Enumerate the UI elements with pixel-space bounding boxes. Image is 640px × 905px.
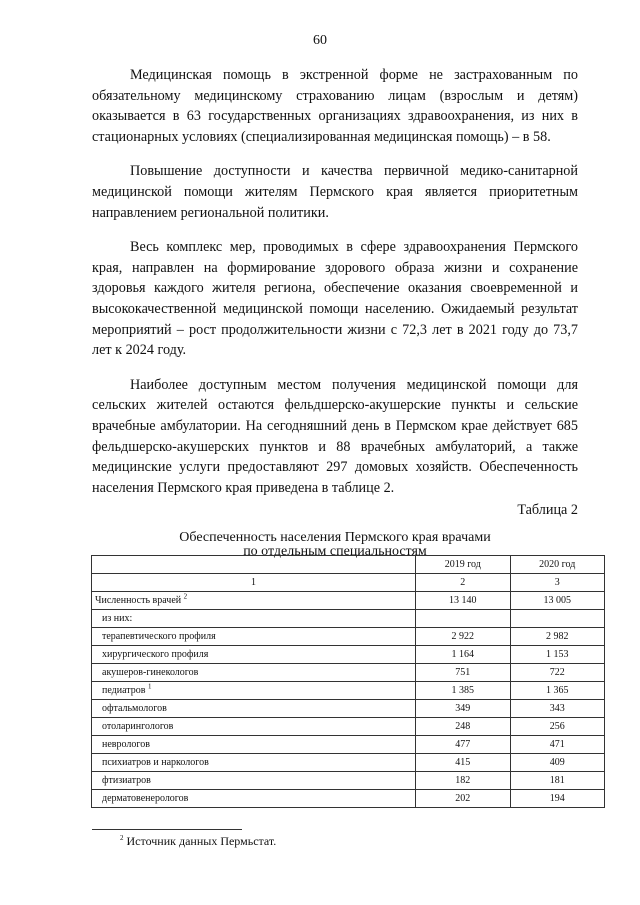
value-2019: 182 [416, 772, 510, 790]
row-label-cell [92, 772, 416, 790]
table-title-line1: Обеспеченность населения Пермского края врачами [179, 530, 491, 546]
footnote [92, 834, 276, 849]
value-2019: 1 164 [416, 646, 510, 664]
header-empty-cell [92, 556, 416, 574]
paragraph: Медицинская помощь в экстренной форме не застрахованным по обязательному медицинскому страхованию лицам (взрослым и детям) оказывается в 63 государственных организациях здравоохранения, из них в стационарных условиях (специализированная медицинская помощь) – в 58. [92, 67, 578, 145]
table-header-row [92, 556, 605, 574]
value-2020: 1 365 [510, 682, 604, 700]
table-row [92, 772, 605, 790]
value-2020: 409 [510, 754, 604, 772]
table-row [92, 592, 605, 610]
value-2019: 477 [416, 736, 510, 754]
row-label: Численность врачей [95, 595, 182, 606]
table-row [92, 682, 605, 700]
row-label-cell [92, 646, 416, 664]
row-label: акушеров-гинекологов [102, 667, 199, 678]
value-2019: 415 [416, 754, 510, 772]
footnote-text: Источник данных Пермьстат. [126, 834, 277, 848]
column-number: 2 [416, 574, 510, 592]
footnote-divider [92, 829, 242, 830]
row-label-cell [92, 592, 416, 610]
table-row [92, 736, 605, 754]
row-label-cell [92, 790, 416, 808]
table-row [92, 610, 605, 628]
row-label: хирургического профиля [102, 649, 209, 660]
paragraph: Весь комплекс мер, проводимых в сфере здравоохранения Пермского края, направлен на формирование здорового образа жизни и сохранение здоровья каждого жителя региона, обеспечение оказания своевременной и высококачественной медицинской помощи населению. Ожидаемый результат мероприятий – рост продолжительности жизни с 72,3 лет в 2021 году до 73,7 лет к 2024 году. [92, 239, 578, 359]
row-label-cell [92, 610, 416, 628]
row-label-cell [92, 718, 416, 736]
row-label-cell [92, 664, 416, 682]
row-label: педиатров [102, 685, 146, 696]
row-footnote-mark: 1 [148, 682, 152, 691]
value-2019: 751 [416, 664, 510, 682]
row-label-cell [92, 700, 416, 718]
column-number: 3 [510, 574, 604, 592]
row-label: психиатров и наркологов [102, 757, 209, 768]
row-label-cell [92, 682, 416, 700]
row-label: офтальмологов [102, 703, 167, 714]
row-label: неврологов [102, 739, 150, 750]
table-row [92, 646, 605, 664]
value-2020: 194 [510, 790, 604, 808]
value-2020: 343 [510, 700, 604, 718]
value-2020: 1 153 [510, 646, 604, 664]
paragraph: Повышение доступности и качества первичной медико-санитарной медицинской помощи жителям Пермского края является приоритетным направлением региональной политики. [92, 163, 578, 221]
value-2019: 1 385 [416, 682, 510, 700]
body-text [92, 65, 578, 559]
row-label: дерматовенерологов [102, 793, 189, 804]
row-label: фтизиатров [102, 775, 151, 786]
table-label: Таблица 2 [517, 502, 578, 519]
row-label-cell [92, 628, 416, 646]
table-title-line2: по отдельным специальностям [243, 544, 427, 560]
value-2019: 2 922 [416, 628, 510, 646]
row-label: отоларингологов [102, 721, 174, 732]
table-row [92, 790, 605, 808]
value-2020: 256 [510, 718, 604, 736]
value-2020: 181 [510, 772, 604, 790]
value-2019: 248 [416, 718, 510, 736]
row-footnote-mark: 2 [183, 592, 188, 601]
column-number: 1 [92, 574, 416, 592]
row-label-cell [92, 736, 416, 754]
value-2020: 13 005 [510, 592, 604, 610]
header-year-2020: 2020 год [510, 556, 604, 574]
table-row [92, 664, 605, 682]
header-year-2019: 2019 год [416, 556, 510, 574]
value-2020: 471 [510, 736, 604, 754]
table-row [92, 628, 605, 646]
row-label: из них: [102, 613, 133, 624]
value-2019 [416, 610, 510, 628]
page-number: 60 [313, 33, 327, 48]
table-row [92, 718, 605, 736]
footnote-mark: 2 [120, 834, 124, 842]
physicians-table [91, 555, 605, 808]
paragraph: Наиболее доступным местом получения медицинской помощи для сельских жителей остаются фельдшерско-акушерские пункты и сельские врачебные амбулатории. На сегодняшний день в Пермском крае действует 685 фельдшерско-акушерских пунктов и 88 врачебных амбулаторий, а также медицинские услуги предоставляют 297 домовых хозяйств. Обеспеченность населения Пермского края приведена в таблице 2. [92, 376, 578, 496]
value-2019: 202 [416, 790, 510, 808]
value-2020: 722 [510, 664, 604, 682]
table-row [92, 700, 605, 718]
row-label: терапевтического профиля [102, 631, 216, 642]
table-row [92, 754, 605, 772]
value-2019: 13 140 [416, 592, 510, 610]
row-label-cell [92, 754, 416, 772]
value-2020 [510, 610, 604, 628]
column-number-row [92, 574, 605, 592]
value-2020: 2 982 [510, 628, 604, 646]
value-2019: 349 [416, 700, 510, 718]
